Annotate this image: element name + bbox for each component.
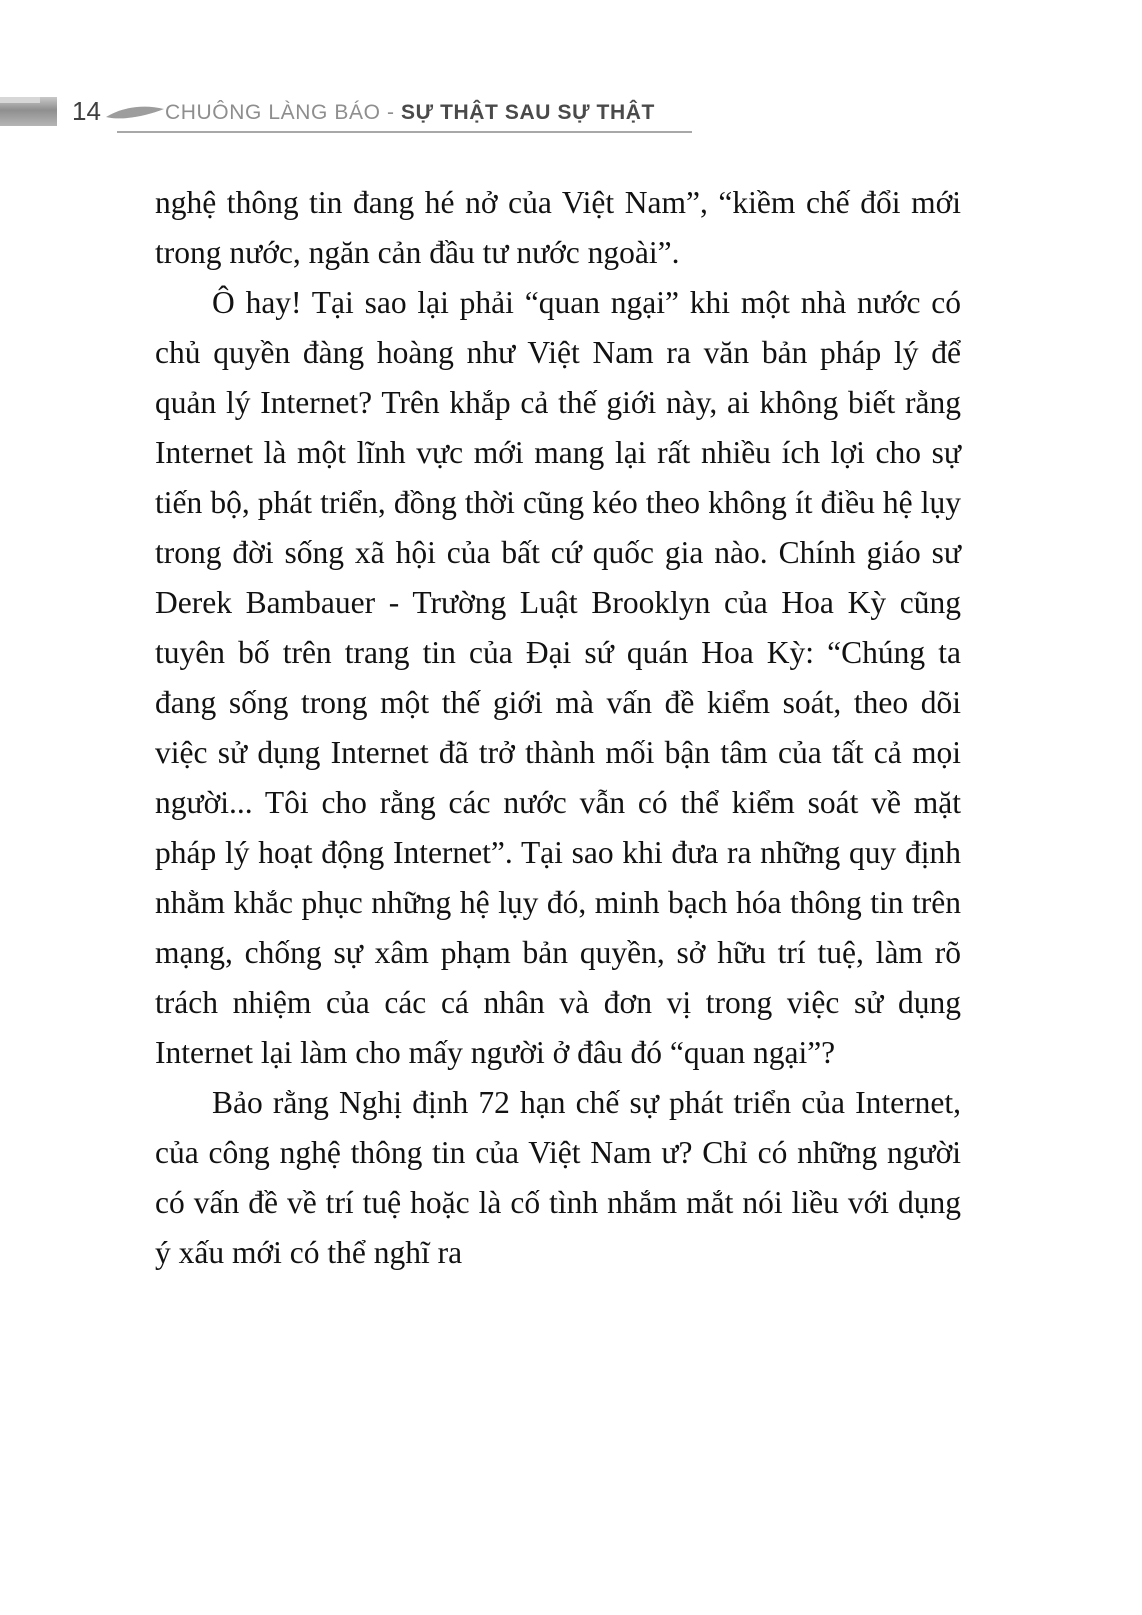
- header-edge-bar-highlight: [0, 97, 40, 103]
- page-number: 14: [72, 96, 101, 126]
- header-edge-bar: [0, 97, 57, 126]
- paragraph: Ô hay! Tại sao lại phải “quan ngại” khi một nhà nước có chủ quyền đàng hoàng như Việt Nam ra văn bản pháp lý để quản lý Internet? Trên khắp cả thế giới này, ai không biết rằng Internet là một lĩnh vực mới mang lại rất nhiều ích lợi cho sự tiến bộ, phát triển, đồng thời cũng kéo theo không ít điều hệ lụy trong đời sống xã hội của bất cứ quốc gia nào. Chính giáo sư Derek Bambauer - Trường Luật Brooklyn của Hoa Kỳ cũng tuyên bố trên trang tin của Đại sứ quán Hoa Kỳ: “Chúng ta đang sống trong một thế giới mà vấn đề kiểm soát, theo dõi việc sử dụng Internet đã trở thành mối bận tâm của tất cả mọi người... Tôi cho rằng các nước vẫn có thể kiểm soát về mặt pháp lý hoạt động Internet”. Tại sao khi đưa ra những quy định nhằm khắc phục những hệ lụy đó, minh bạch hóa thông tin trên mạng, chống sự xâm phạm bản quyền, sở hữu trí tuệ, làm rõ trách nhiệm của các cá nhân và đơn vị trong việc sử dụng Internet lại làm cho mấy người ở đâu đó “quan ngại”?: [155, 285, 961, 1070]
- running-title: [165, 100, 655, 126]
- running-title-prefix: CHUÔNG LÀNG BÁO -: [165, 101, 401, 124]
- swoosh-icon: [106, 104, 164, 122]
- running-header: [0, 94, 1142, 140]
- running-title-bold: SỰ THẬT SAU SỰ THẬT: [401, 101, 655, 124]
- paragraph: nghệ thông tin đang hé nở của Việt Nam”, “kiềm chế đổi mới trong nước, ngăn cản đầu tư nước ngoài”.: [155, 185, 961, 270]
- page-body-text: [155, 178, 961, 1278]
- paragraph: Bảo rằng Nghị định 72 hạn chế sự phát triển của Internet, của công nghệ thông tin của Việt Nam ư? Chỉ có những người có vấn đề về trí tuệ hoặc là cố tình nhắm mắt nói liều với dụng ý xấu mới có thể nghĩ ra: [155, 1085, 961, 1270]
- header-rule: [117, 131, 692, 133]
